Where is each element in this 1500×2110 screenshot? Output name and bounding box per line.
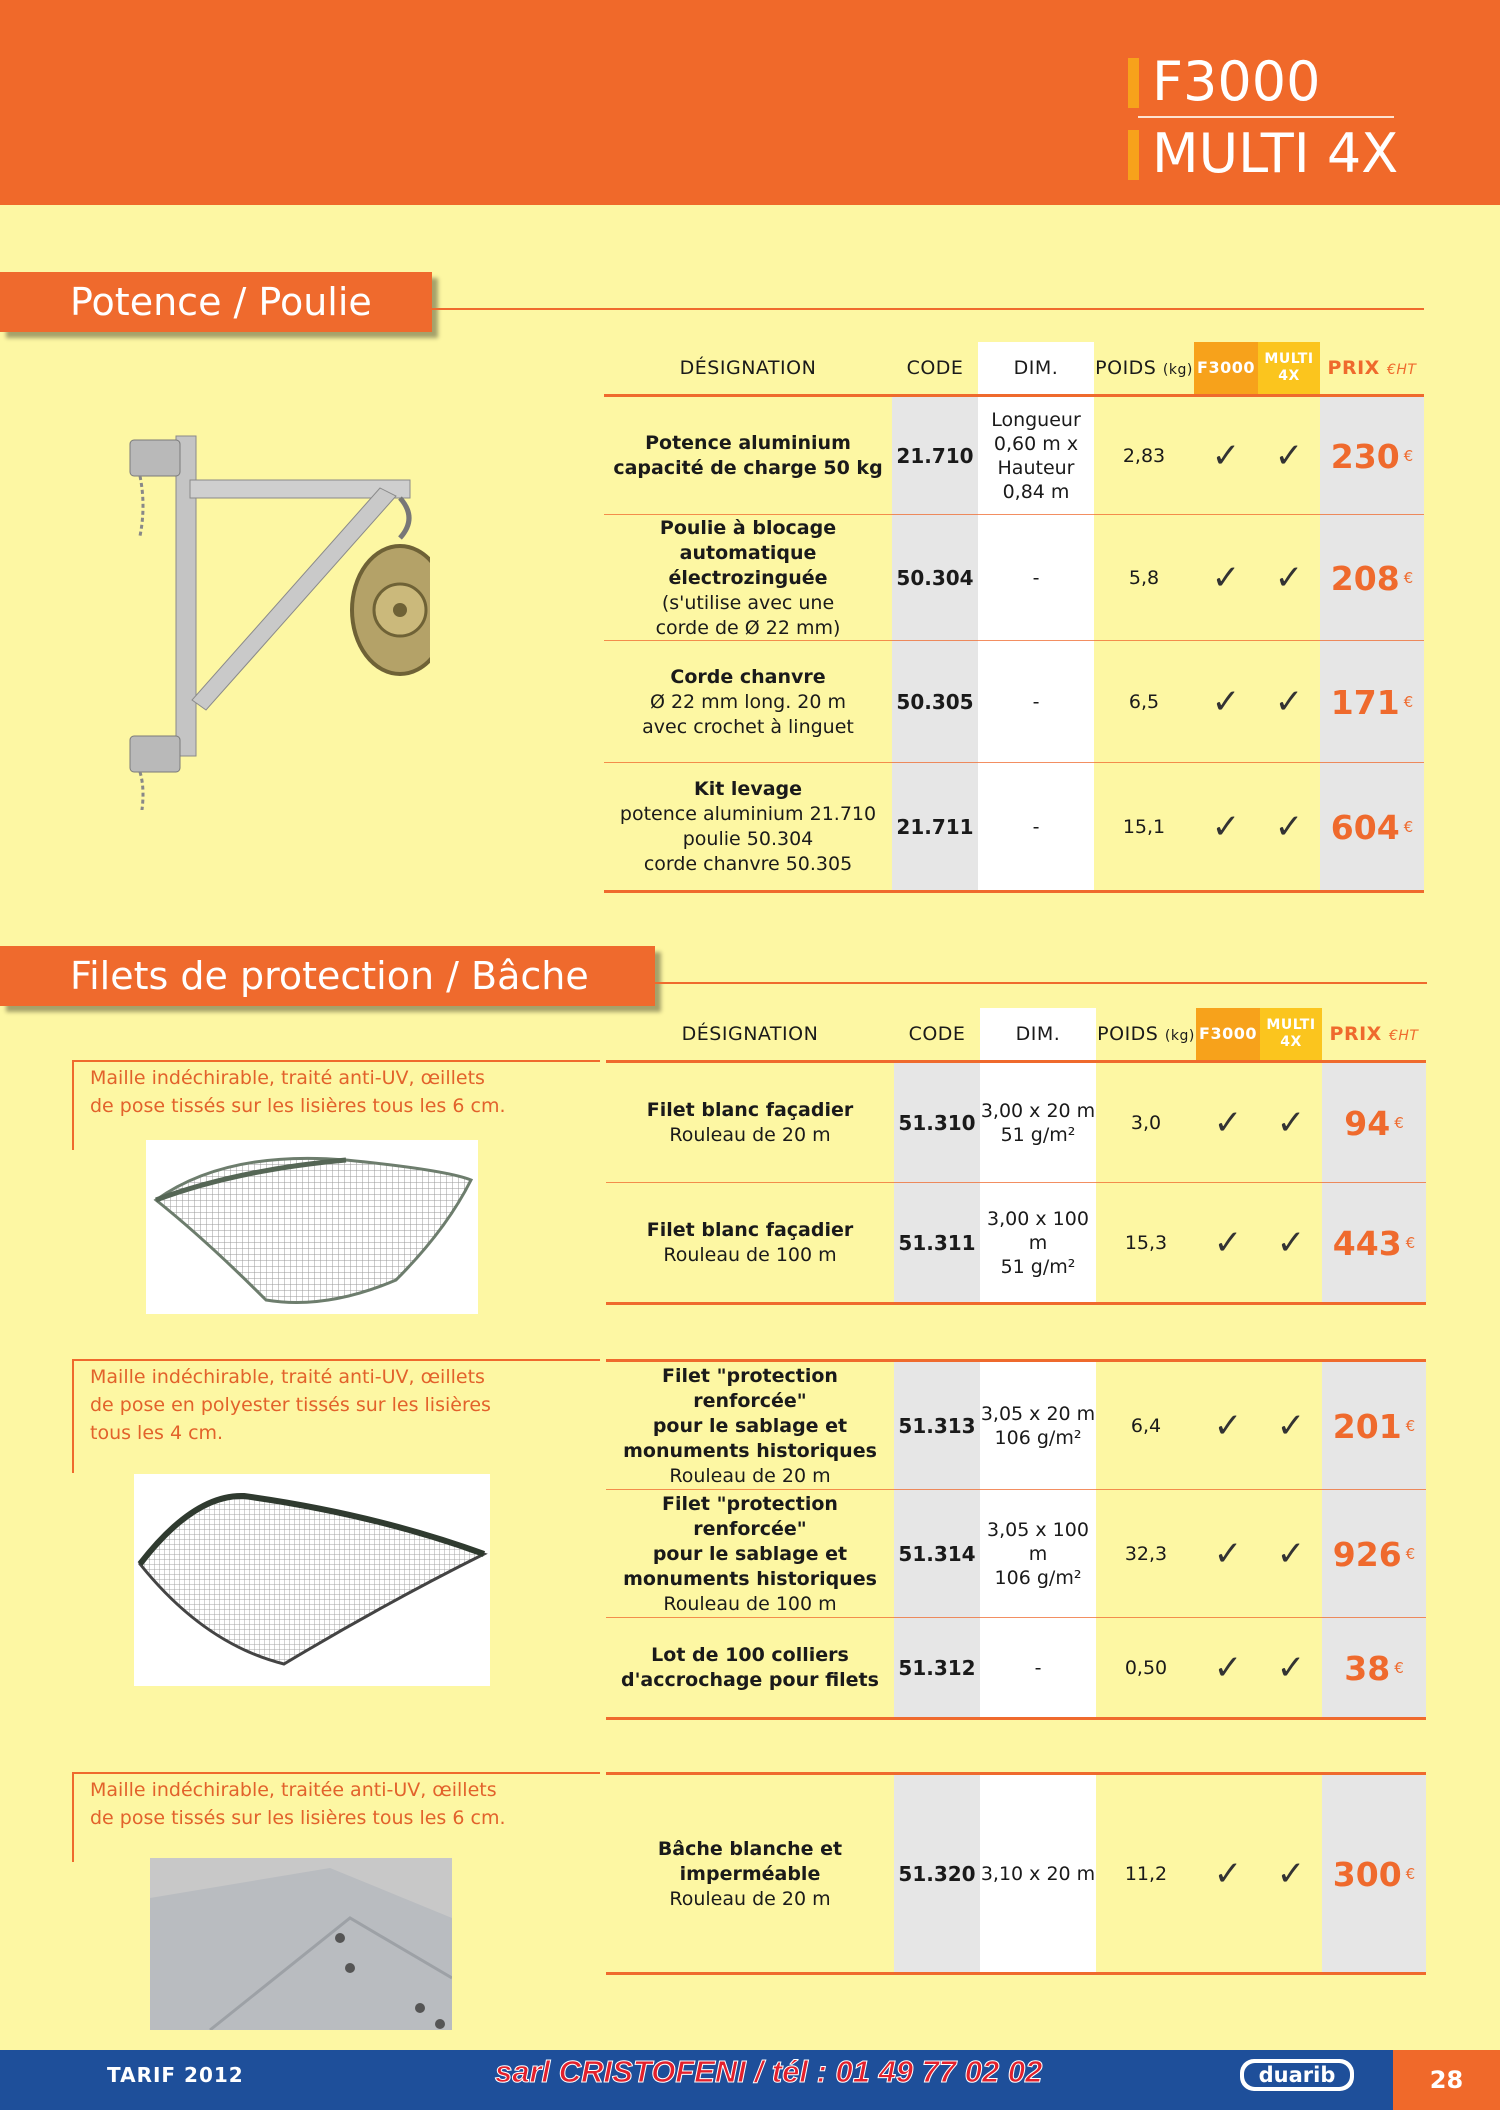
table-row <box>604 763 1424 891</box>
designation-line: automatique électrozinguée <box>668 541 828 589</box>
euro-sign: € <box>1394 1658 1404 1677</box>
filet-renforce-image <box>134 1474 490 1686</box>
check-f3000-icon: ✓ <box>1211 806 1241 847</box>
filet-facadier-image <box>146 1140 478 1314</box>
duarib-logo <box>1238 2055 1356 2095</box>
product-poids: 3,0 <box>1130 1111 1162 1134</box>
page-number: 28 <box>1393 2050 1500 2110</box>
dim-line: Longueur <box>991 409 1081 431</box>
product-poids: 32,3 <box>1124 1542 1168 1565</box>
product-designation <box>606 1063 894 1183</box>
footer-tarif: TARIF 2012 <box>107 2063 244 2087</box>
table-row <box>606 1775 1426 1973</box>
check-f3000-icon: ✓ <box>1213 1853 1243 1894</box>
check-f3000-icon: ✓ <box>1213 1222 1243 1263</box>
designation-line: avec crochet à linguet <box>642 715 854 738</box>
table-rule <box>606 1972 1426 1975</box>
euro-sign: € <box>1403 817 1414 836</box>
designation-line: Filet blanc façadier <box>646 1099 854 1121</box>
product-code: 51.311 <box>894 1183 980 1303</box>
product-dim <box>978 641 1094 763</box>
product-designation <box>606 1183 894 1303</box>
check-multi4x-icon: ✓ <box>1276 1222 1306 1263</box>
euro-sign: € <box>1403 692 1414 711</box>
header-dim: DIM. <box>978 342 1094 394</box>
product-designation <box>606 1775 894 1973</box>
product-code: 51.312 <box>894 1618 980 1718</box>
product-code: 51.314 <box>894 1490 980 1618</box>
designation-line: Potence aluminium <box>645 432 851 454</box>
euro-sign: € <box>1394 1113 1404 1132</box>
dim-line: 3,05 x 100 m <box>987 1519 1089 1565</box>
dim-line: 51 g/m² <box>1000 1124 1076 1146</box>
product-code: 21.711 <box>892 763 978 891</box>
section-title-filets: Filets de protection / Bâche <box>0 946 655 1006</box>
product-prix <box>1320 641 1424 763</box>
price-value: 604 <box>1330 807 1400 847</box>
table-header <box>604 342 1424 394</box>
dim-line: - <box>1032 567 1040 589</box>
product-designation <box>604 763 892 891</box>
product-designation <box>606 1362 894 1490</box>
dim-line: 3,10 x 20 m <box>980 1863 1096 1885</box>
check-f3000-icon: ✓ <box>1211 681 1241 722</box>
dim-line: - <box>1032 691 1040 713</box>
designation-line: Rouleau de 100 m <box>663 1592 837 1615</box>
designation-line: poulie 50.304 <box>682 828 814 850</box>
designation-line: corde chanvre 50.305 <box>643 853 853 875</box>
check-multi4x-icon: ✓ <box>1274 557 1304 598</box>
table-rule <box>606 1717 1426 1720</box>
table-row <box>606 1618 1426 1718</box>
product-dim <box>980 1183 1096 1303</box>
product-designation <box>604 397 892 515</box>
designation-line: (s'utilise avec une <box>661 591 835 614</box>
product-designation <box>606 1490 894 1618</box>
product-designation <box>604 641 892 763</box>
header-prix: PRIX €HT <box>1329 1023 1419 1045</box>
check-f3000-icon: ✓ <box>1213 1647 1243 1688</box>
table-row <box>606 1063 1426 1183</box>
product-dim <box>980 1775 1096 1973</box>
product-prix <box>1322 1618 1426 1718</box>
price-value: 443 <box>1332 1223 1402 1263</box>
designation-line: Filet "protection renforcée" <box>662 1364 838 1412</box>
check-f3000-icon: ✓ <box>1211 557 1241 598</box>
potence-image <box>110 430 430 810</box>
table-row <box>606 1490 1426 1618</box>
bache-image <box>150 1858 452 2030</box>
designation-line: Filet "protection renforcée" <box>662 1492 838 1540</box>
product-designation <box>604 515 892 641</box>
note-filet-renforce: Maille indéchirable, traité anti-UV, œillets de pose en polyester tissés sur les lisières tous les 4 cm. <box>72 1361 491 1473</box>
designation-line: pour le sablage et <box>652 1542 848 1565</box>
product-poids: 15,3 <box>1124 1231 1168 1254</box>
dim-line: - <box>1034 1657 1042 1679</box>
header-multi4x: MULTI 4X <box>1258 342 1320 394</box>
designation-line: corde de Ø 22 mm) <box>655 616 841 639</box>
table-row <box>604 515 1424 641</box>
designation-line: Rouleau de 20 m <box>669 1887 831 1910</box>
header-designation: DÉSIGNATION <box>681 1023 819 1045</box>
table-row <box>604 641 1424 763</box>
designation-line: imperméable <box>679 1862 821 1885</box>
price-value: 171 <box>1330 682 1400 722</box>
euro-sign: € <box>1403 446 1414 465</box>
price-value: 230 <box>1330 436 1400 476</box>
product-prix <box>1320 763 1424 891</box>
designation-line: d'accrochage pour filets <box>621 1669 879 1691</box>
check-multi4x-icon: ✓ <box>1274 681 1304 722</box>
check-multi4x-icon: ✓ <box>1274 806 1304 847</box>
brand-divider <box>1138 116 1394 118</box>
product-dim <box>980 1362 1096 1490</box>
euro-sign: € <box>1405 1416 1416 1435</box>
check-f3000-icon: ✓ <box>1213 1405 1243 1446</box>
product-prix <box>1322 1063 1426 1183</box>
price-value: 300 <box>1332 1854 1402 1894</box>
designation-line: Poulie à blocage <box>659 516 837 539</box>
header-prix: PRIX €HT <box>1327 357 1417 379</box>
designation-line: pour le sablage et <box>652 1414 848 1437</box>
check-multi4x-icon: ✓ <box>1276 1533 1306 1574</box>
product-poids: 5,8 <box>1128 566 1160 589</box>
check-multi4x-icon: ✓ <box>1276 1405 1306 1446</box>
check-f3000-icon: ✓ <box>1211 435 1241 476</box>
designation-line: Lot de 100 colliers <box>651 1644 849 1666</box>
header-dim: DIM. <box>980 1008 1096 1060</box>
price-value: 94 <box>1344 1103 1391 1143</box>
product-code: 21.710 <box>892 397 978 515</box>
dim-line: 106 g/m² <box>994 1567 1082 1589</box>
euro-sign: € <box>1405 1864 1416 1883</box>
product-prix <box>1322 1362 1426 1490</box>
product-code: 51.310 <box>894 1063 980 1183</box>
designation-line: monuments historiques <box>623 1567 877 1590</box>
check-multi4x-icon: ✓ <box>1274 435 1304 476</box>
section-rule <box>655 982 1427 984</box>
price-value: 208 <box>1330 558 1400 598</box>
product-poids: 15,1 <box>1122 815 1166 838</box>
section-title-potence: Potence / Poulie <box>0 272 432 332</box>
dim-line: 0,84 m <box>1002 481 1070 503</box>
product-designation <box>606 1618 894 1718</box>
brand-f3000: F3000 <box>1130 52 1321 112</box>
check-f3000-icon: ✓ <box>1213 1102 1243 1143</box>
designation-line: Ø 22 mm long. 20 m <box>649 690 847 713</box>
designation-line: Rouleau de 100 m <box>663 1244 837 1266</box>
header-multi4x: MULTI 4X <box>1260 1008 1322 1060</box>
product-poids: 2,83 <box>1122 444 1166 467</box>
product-dim <box>980 1490 1096 1618</box>
product-dim <box>978 515 1094 641</box>
dim-line: - <box>1032 816 1040 838</box>
euro-sign: € <box>1405 1233 1416 1252</box>
price-value: 38 <box>1344 1648 1391 1688</box>
header-code: CODE <box>906 357 964 379</box>
designation-line: monuments historiques <box>623 1439 877 1462</box>
svg-text:duarib: duarib <box>1258 2063 1336 2087</box>
product-prix <box>1320 397 1424 515</box>
check-multi4x-icon: ✓ <box>1276 1853 1306 1894</box>
product-prix <box>1320 515 1424 641</box>
section-rule <box>432 308 1424 310</box>
table-row <box>606 1362 1426 1490</box>
dim-line: 3,00 x 100 m <box>987 1208 1089 1254</box>
dim-line: 106 g/m² <box>994 1427 1082 1449</box>
header-code: CODE <box>908 1023 966 1045</box>
product-poids: 11,2 <box>1124 1862 1168 1885</box>
price-value: 201 <box>1332 1406 1402 1446</box>
product-prix <box>1322 1183 1426 1303</box>
designation-line: Bâche blanche et <box>657 1837 843 1860</box>
designation-line: Rouleau de 20 m <box>669 1464 831 1487</box>
header-f3000: F3000 <box>1196 1008 1260 1060</box>
product-code: 51.320 <box>894 1775 980 1973</box>
designation-line: Rouleau de 20 m <box>669 1124 831 1146</box>
product-dim <box>980 1618 1096 1718</box>
product-poids: 6,4 <box>1130 1414 1162 1437</box>
euro-sign: € <box>1405 1544 1416 1563</box>
product-code: 51.313 <box>894 1362 980 1490</box>
dim-line: 51 g/m² <box>1000 1256 1076 1278</box>
product-poids: 0,50 <box>1124 1656 1168 1679</box>
dim-line: Hauteur <box>997 457 1075 479</box>
table-row <box>606 1183 1426 1303</box>
table-header <box>606 1008 1426 1060</box>
product-code: 50.305 <box>892 641 978 763</box>
product-code: 50.304 <box>892 515 978 641</box>
dim-line: 3,05 x 20 m <box>980 1403 1096 1425</box>
header-poids: POIDS (kg) <box>1097 1023 1195 1045</box>
dim-line: 0,60 m x <box>993 433 1079 455</box>
check-f3000-icon: ✓ <box>1213 1533 1243 1574</box>
footer-contact: sarl CRISTOFENI / tél : 01 49 77 02 02 <box>495 2054 1043 2089</box>
note-bache: Maille indéchirable, traitée anti-UV, œillets de pose tissés sur les lisières tous les 6 cm. <box>72 1774 506 1862</box>
designation-line: Kit levage <box>693 778 803 800</box>
price-value: 926 <box>1332 1534 1402 1574</box>
check-multi4x-icon: ✓ <box>1276 1647 1306 1688</box>
designation-line: Corde chanvre <box>670 665 826 688</box>
designation-line: potence aluminium 21.710 <box>619 803 877 825</box>
header-designation: DÉSIGNATION <box>679 357 817 379</box>
note-filet-facadier: Maille indéchirable, traité anti-UV, œillets de pose tissés sur les lisières tous les 6 cm. <box>72 1062 506 1150</box>
designation-line: Filet blanc façadier <box>646 1219 854 1241</box>
brand-multi4x: MULTI 4X <box>1130 124 1398 184</box>
product-dim <box>978 397 1094 515</box>
table-row <box>604 397 1424 515</box>
table-rule <box>606 1302 1426 1305</box>
dim-line: 3,00 x 20 m <box>980 1100 1096 1122</box>
product-poids: 6,5 <box>1128 690 1160 713</box>
table-rule <box>604 890 1424 893</box>
product-dim <box>980 1063 1096 1183</box>
product-dim <box>978 763 1094 891</box>
euro-sign: € <box>1403 568 1414 587</box>
header-poids: POIDS (kg) <box>1095 357 1193 379</box>
designation-line: capacité de charge 50 kg <box>613 457 883 479</box>
header-f3000: F3000 <box>1194 342 1258 394</box>
check-multi4x-icon: ✓ <box>1276 1102 1306 1143</box>
product-prix <box>1322 1775 1426 1973</box>
product-prix <box>1322 1490 1426 1618</box>
